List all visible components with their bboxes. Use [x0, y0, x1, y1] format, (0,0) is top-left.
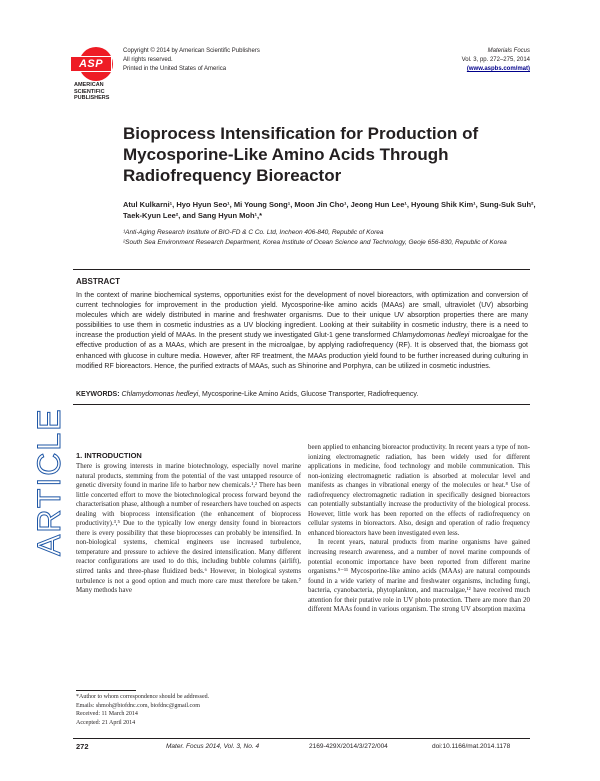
abstract-text-part2: microalgae for the effective production of as a MAAs, which are present in the microalgae, by applying radiofrequency (RF). It is observed that, the biomass got enhanced with glucose in culture media. However, after RF treatment, the MAAs production yield found to be further increased during culturing in modified RF bioreactors. Hence, the purified extracts of MAAs, such as Shinorine and Porphyra, can be utilized in cosmetic industries.: [76, 332, 528, 370]
abstract-heading: ABSTRACT: [76, 277, 120, 286]
article-side-tab: [31, 298, 67, 558]
header-journal-block: [462, 47, 530, 74]
footnote-author: *Author to whom correspondence should be addressed.: [76, 694, 210, 700]
intro-right-paragraph-2: In recent years, natural products from marine organisms have gained increasing research awareness, and a number of novel marine compounds of potential economic importance have been reported from different marine organisms.⁹⁻¹¹ Mycosporine-like amino acids (MAAs) are natural compounds found in a wide variety of marine and freshwater organisms, including fungi, bacteria, cyanobacteria, phytoplankton, and macroalgae,¹² have received much attention for their putative role in UV photo protection. There are more than 20 different MAAs found in various organism. The strong UV absorption maxima: [308, 539, 530, 614]
abstract-bottom-rule: [73, 404, 530, 405]
abstract-text-part1: In the context of marine biochemical systems, opportunities exist for the development of novel bioreactors, with optimization and conversion of current technologies for improvement in the production yield. Mycosporine-like amino acids (MAAs) are small, ultraviolet (UV) absorbing molecules which are widely distributed in marine and freshwater organisms. Due to their unique UV absorption properties there are many possibilities to use them in cosmetic industries as a UV blocking ingredient. Looking at their suitability in cosmetic industry, there is a need to increase the production yield of MAAs. In the present study we investigated Glut-1 gene transformed: [76, 292, 528, 340]
author-list: Atul Kulkarni¹, Hyo Hyun Seo¹, Mi Young Song¹, Moon Jin Cho¹, Jeong Hun Lee¹, Hyoung Shik Kim¹, Sung-Suk Suh², Taek-Kyun Lee², and Sang Hyun Moh¹,*: [123, 200, 536, 220]
intro-right-paragraph-1: been applied to enhancing bioreactor productivity. In recent years a type of non-ionizing electromagnetic radiation, has been widely used for different applications in medicine, food technology and mobile communication. This non-ionizing electromagnetic radiation is absorbed at molecular level and manifests as changes in vibrational energy of the molecules or heat.⁸ Use of radiofrequency electromagnetic radiation in specifically designed bioreactors can potentially substantially increase the productivity of the biological process. However, little work has been reported on the effects of radiofrequency on cellular systems in bioreactors. Also, design and operation of radio frequency enhanced bioreactors have been investigated even less.: [308, 444, 530, 537]
article-side-tab-text: ARTICLE: [31, 407, 67, 556]
header-copyright-block: [123, 47, 260, 74]
header-journal-name: Materials Focus: [487, 48, 530, 54]
header-copyright: Copyright © 2014 by American Scientific Publishers: [123, 48, 260, 54]
keywords-rest: , Mycosporine-Like Amino Acids, Glucose Transporter, Radiofrequency.: [198, 391, 419, 398]
abstract-species: Chlamydomonas hedleyi: [392, 332, 470, 340]
footnote: [76, 693, 301, 727]
section-heading-introduction: 1. INTRODUCTION: [76, 451, 142, 460]
footnote-received: Received: 11 March 2014: [76, 711, 138, 717]
header-printed: Printed in the United States of America: [123, 66, 227, 72]
keywords: [76, 390, 528, 400]
footnote-accepted: Accepted: 21 April 2014: [76, 719, 136, 726]
affiliation-1: ¹Anti-Aging Research Institute of BIO-FD & C Co. Ltd, Incheon 406-840, Republic of Korea: [123, 229, 384, 236]
publisher-logo-text: AMERICAN SCIENTIFIC PUBLISHERS: [74, 82, 110, 101]
header-volume: Vol. 3, pp. 272–275, 2014: [461, 57, 530, 63]
affiliations: [123, 228, 543, 248]
keywords-species: Chlamydomonas hedleyi: [121, 391, 199, 398]
abstract-top-rule: [73, 269, 530, 270]
intro-left-column: There is growing interests in marine biotechnology, especially novel marine natural products, stemming from the potential of the vast untapped resource of genetic diversity found in marine life to harbor new chemicals.¹,² There has been little concerted effort to move the biotechnological process forward beyond the characterisation phase, although a number of researchers have touched on aspects dealing with bioprocess intensification (the enhancement of bioprocess productivity).³,⁵ Due to the typically low energy density found in bioreactors there is every possibility that these bioprocesses can probably be intensified. In non-biological systems, chemical engineers use increased turbulence, temperature and pressure to achieve the desired intensification. Many different reactor configurations are used to do this, including bubble columns (airlift), stirred tanks and three-phase fluidized beds.⁶ However, in biological systems turbulence is not a good option and much more care must therefore be taken.⁷ Many methods have: [76, 463, 301, 595]
page-number: 272: [76, 742, 89, 751]
publisher-logo-mark: ASP: [70, 56, 112, 72]
header-rights: All rights reserved.: [123, 57, 173, 63]
footer-doi: doi:10.1166/mat.2014.1178: [432, 743, 511, 750]
keywords-label: KEYWORDS:: [76, 391, 120, 398]
footer-rule: [73, 738, 530, 739]
abstract-text: [76, 291, 528, 372]
article-title: Bioprocess Intensification for Production of Mycosporine-Like Amino Acids Through Radiofrequency Bioreactor: [123, 124, 479, 185]
footnote-emails: Emails: shmoh@biofdnc.com, biofdnc@gmail.com: [76, 702, 200, 709]
intro-right-column: [308, 443, 530, 615]
affiliation-2: ²South Sea Environment Research Department, Korea Institute of Ocean Science and Technology, Geoje 656-830, Republic of Korea: [123, 239, 507, 246]
footer-journal-citation: Mater. Focus 2014, Vol. 3, No. 4: [166, 743, 260, 750]
footer-issn: 2169-429X/2014/3/272/004: [309, 743, 388, 750]
footnote-rule: [76, 690, 136, 691]
journal-url-link[interactable]: (www.aspbs.com/mat): [466, 66, 530, 72]
